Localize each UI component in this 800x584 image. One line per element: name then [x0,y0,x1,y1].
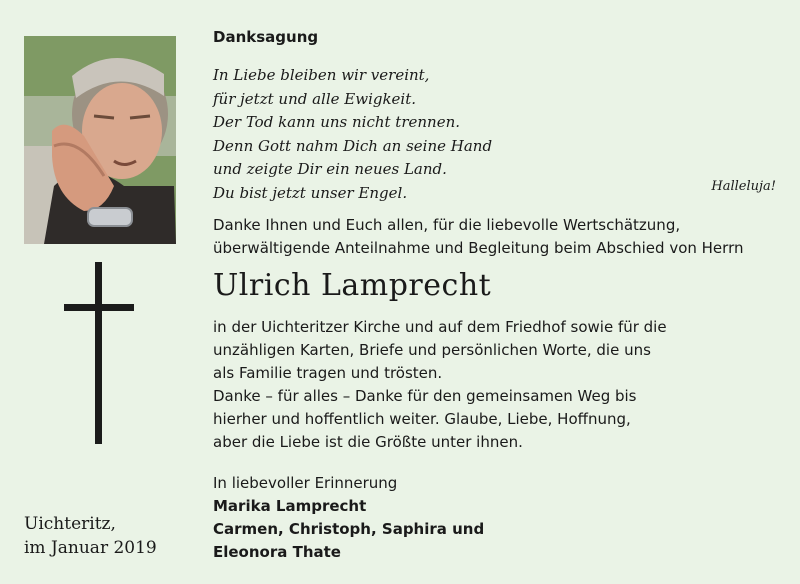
thanks-line: Danke Ihnen und Euch allen, für die liebevolle Wertschätzung, [213,216,681,234]
signer-line: Marika Lamprecht [213,497,367,515]
signature-block [213,472,484,564]
portrait-illustration [24,36,176,244]
portrait-photo [24,36,176,244]
body-text [213,316,667,454]
cross-horizontal-bar [64,304,134,311]
cross-symbol [64,262,134,446]
body-line: Danke – für alles – Danke für den gemeinsamen Weg bis [213,387,637,405]
poem-line: und zeigte Dir ein neues Land. [213,160,447,178]
thanks-text [213,214,743,260]
deceased-name: Ulrich Lamprecht [213,268,492,303]
signer-line: Carmen, Christoph, Saphira und [213,520,485,538]
halleluja: Halleluja! [711,179,776,194]
heading-danksagung: Danksagung [213,28,319,46]
body-line: unzähligen Karten, Briefe und persönlichen Worte, die uns [213,341,651,359]
poem-line: Der Tod kann uns nicht trennen. [213,113,461,131]
thanks-line: überwältigende Anteilnahme und Begleitung beim Abschied von Herrn [213,239,744,257]
poem-line: In Liebe bleiben wir vereint, [213,66,430,84]
body-line: hierher und hoffentlich weiter. Glaube, Liebe, Hoffnung, [213,410,631,428]
poem-line: für jetzt und alle Ewigkeit. [213,89,417,108]
sign-intro: In liebevoller Erinnerung [213,474,398,492]
body-line: aber die Liebe ist die Größte unter ihnen. [213,433,523,451]
place-date [24,512,157,560]
poem-line: Denn Gott nahm Dich an seine Hand [213,136,493,155]
body-line: in der Uichteritzer Kirche und auf dem Friedhof sowie für die [213,318,667,336]
poem [213,64,492,205]
cross-vertical-bar [95,262,102,444]
body-line: als Familie tragen und trösten. [213,364,443,382]
date-line: im Januar 2019 [24,538,157,558]
place-line: Uichteritz, [24,514,116,534]
signer-line: Eleonora Thate [213,543,341,561]
poem-line: Du bist jetzt unser Engel. [213,183,408,202]
